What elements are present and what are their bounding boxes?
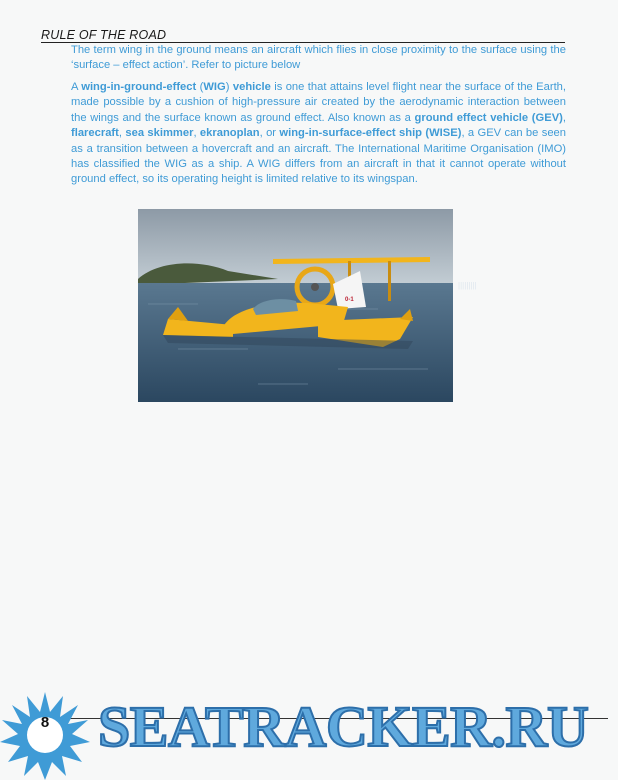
text-run: A <box>71 81 82 93</box>
text-run: , a GEV can be seen as a transition between a hovercraft and an aircraft. The International Maritime Organisation (IMO) has classified the WIG as a ship. A WIG differs from an aircraft in that it cannot operate without ground effect, so its operating height is limited relative to its wingspan. <box>71 127 566 186</box>
text-run: , <box>193 127 200 140</box>
definition-paragraph <box>71 80 566 188</box>
wig-craft-illustration <box>138 209 453 402</box>
text-run: ( <box>196 81 204 93</box>
wig-craft-photo <box>138 209 453 402</box>
page-number-badge <box>0 690 90 780</box>
text-run: , <box>118 127 126 140</box>
term-vehicle: vehicle <box>232 81 271 93</box>
text-run: is one that attains level flight near the surface of the Earth, made possible by a cushion of high-pressure air created by the aerodynamic interaction between the wings and the surface known as ground effect. Also known as a <box>71 81 567 124</box>
page-title: RULE OF THE ROAD <box>41 28 167 42</box>
text-run: , or <box>259 127 280 140</box>
term-wise: wing-in-surface-effect ship (WISE) <box>279 127 462 140</box>
text-run: , <box>562 111 566 124</box>
term-wig: WIG <box>203 81 226 93</box>
term-gev: ground effect vehicle (GEV) <box>414 111 563 124</box>
intro-text: The term wing in the ground means an aircraft which flies in close proximity to the surface using the ‘surface – effect action’. Refer to picture below <box>71 44 566 72</box>
text-run: ) <box>225 81 233 93</box>
term-ekranoplan: ekranoplan <box>199 127 260 140</box>
term-sea-skimmer: sea skimmer <box>125 127 194 140</box>
page-number: 8 <box>40 714 50 731</box>
bleed-through-text: ||||||||| <box>458 281 477 290</box>
watermark-logo: SEATRACKER.RU <box>98 694 589 759</box>
intro-paragraph <box>71 43 566 74</box>
term-wig-full: wing-in-ground-effect <box>81 81 197 93</box>
term-flarecraft: flarecraft <box>71 127 119 140</box>
svg-text:0-1: 0-1 <box>345 297 354 303</box>
